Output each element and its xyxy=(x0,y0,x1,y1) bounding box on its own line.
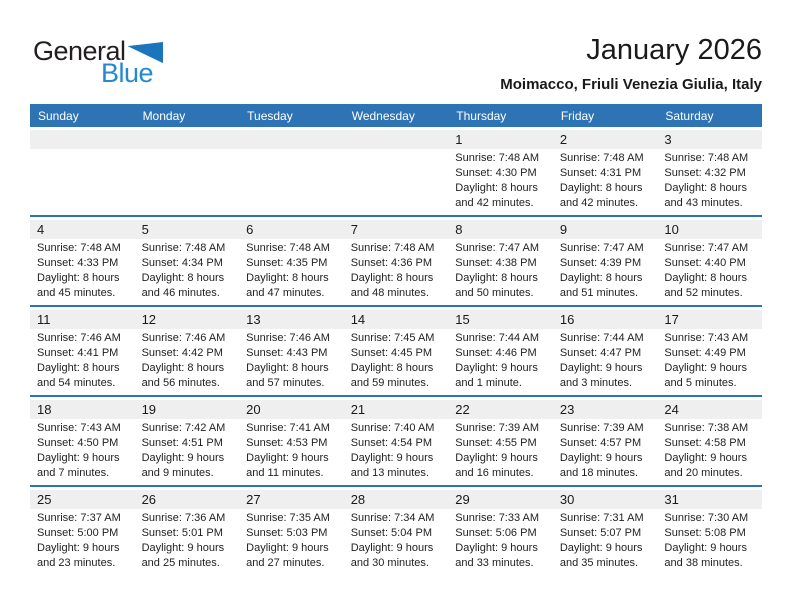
daylight-text: Daylight: 8 hours xyxy=(246,272,329,284)
sunset-text: Sunset: 5:04 PM xyxy=(350,527,433,539)
daylight-text: Daylight: 8 hours xyxy=(350,362,434,374)
daylight-text-cont: and 50 minutes. xyxy=(455,287,534,299)
day-cell-empty xyxy=(344,151,449,215)
sunrise-text: Sunrise: 7:36 AM xyxy=(141,512,226,524)
day-cell-25 xyxy=(30,511,135,575)
sunrise-text: Sunrise: 7:48 AM xyxy=(350,242,435,254)
daylight-text: Daylight: 9 hours xyxy=(350,542,434,554)
day-number-band xyxy=(30,310,762,329)
day-number-19: 19 xyxy=(141,402,157,417)
weekday-header-friday: Friday xyxy=(560,108,595,123)
sunset-text: Sunset: 4:42 PM xyxy=(141,347,223,359)
daylight-text-cont: and 54 minutes. xyxy=(37,377,116,389)
daylight-text-cont: and 18 minutes. xyxy=(559,467,639,479)
daylight-text: Daylight: 9 hours xyxy=(559,362,643,374)
sunset-text: Sunset: 4:33 PM xyxy=(37,257,119,269)
sunset-text: Sunset: 4:30 PM xyxy=(455,167,537,179)
daylight-text: Daylight: 9 hours xyxy=(455,452,538,464)
sunrise-text: Sunrise: 7:46 AM xyxy=(37,332,121,344)
daylight-text-cont: and 20 minutes. xyxy=(664,467,743,479)
day-number-3: 3 xyxy=(664,132,672,147)
day-number-8: 8 xyxy=(455,222,463,237)
daylight-text: Daylight: 8 hours xyxy=(37,362,120,374)
daylight-text: Daylight: 9 hours xyxy=(37,452,120,464)
day-number-31: 31 xyxy=(664,492,679,507)
day-info-row xyxy=(30,239,762,305)
daylight-text: Daylight: 9 hours xyxy=(455,542,538,554)
day-number-18: 18 xyxy=(37,402,52,417)
day-cell-14 xyxy=(344,331,449,395)
day-cell-28 xyxy=(344,511,449,575)
day-cell-24 xyxy=(657,421,762,485)
sunset-text: Sunset: 4:38 PM xyxy=(455,257,537,269)
sunset-text: Sunset: 4:39 PM xyxy=(559,257,642,269)
sunrise-text: Sunrise: 7:38 AM xyxy=(664,422,749,434)
sunset-text: Sunset: 5:06 PM xyxy=(455,527,537,539)
day-cell-6 xyxy=(239,241,344,305)
day-cell-18 xyxy=(30,421,135,485)
daylight-text: Daylight: 9 hours xyxy=(141,542,225,554)
day-cell-3 xyxy=(657,151,762,215)
daylight-text: Daylight: 9 hours xyxy=(559,542,643,554)
day-number-12: 12 xyxy=(141,312,157,327)
sunrise-text: Sunrise: 7:34 AM xyxy=(350,512,435,524)
sunset-text: Sunset: 5:03 PM xyxy=(246,527,328,539)
sunset-text: Sunset: 4:55 PM xyxy=(455,437,537,449)
day-cell-19 xyxy=(135,421,240,485)
day-number-11: 11 xyxy=(37,312,51,327)
sunset-text: Sunset: 5:01 PM xyxy=(141,527,223,539)
sunset-text: Sunset: 4:40 PM xyxy=(664,257,746,269)
daylight-text-cont: and 35 minutes. xyxy=(559,557,639,569)
day-number-21: 21 xyxy=(350,402,366,417)
daylight-text-cont: and 42 minutes. xyxy=(559,197,639,209)
daylight-text-cont: and 42 minutes. xyxy=(455,197,534,209)
day-cell-16 xyxy=(553,331,658,395)
day-cell-12 xyxy=(135,331,240,395)
sunset-text: Sunset: 4:35 PM xyxy=(246,257,328,269)
daylight-text-cont: and 48 minutes. xyxy=(350,287,429,299)
day-cell-15 xyxy=(448,331,553,395)
sunrise-text: Sunrise: 7:31 AM xyxy=(559,512,644,524)
sunrise-text: Sunrise: 7:48 AM xyxy=(559,152,644,164)
sunrise-text: Sunrise: 7:45 AM xyxy=(350,332,435,344)
day-info-row xyxy=(30,329,762,395)
daylight-text-cont: and 57 minutes. xyxy=(246,377,325,389)
daylight-text: Daylight: 9 hours xyxy=(37,542,120,554)
day-number-7: 7 xyxy=(350,222,358,237)
day-cell-5 xyxy=(135,241,240,305)
daylight-text-cont: and 25 minutes. xyxy=(141,557,220,569)
sunrise-text: Sunrise: 7:47 AM xyxy=(559,242,644,254)
sunrise-text: Sunrise: 7:48 AM xyxy=(246,242,330,254)
week-row xyxy=(30,127,762,215)
daylight-text-cont: and 52 minutes. xyxy=(664,287,743,299)
day-info-row xyxy=(30,149,762,215)
daylight-text: Daylight: 9 hours xyxy=(246,542,329,554)
daylight-text: Daylight: 9 hours xyxy=(664,452,747,464)
weekday-header-row xyxy=(30,104,762,127)
day-cell-8 xyxy=(448,241,553,305)
day-cell-17 xyxy=(657,331,762,395)
daylight-text: Daylight: 8 hours xyxy=(559,272,643,284)
daylight-text-cont: and 47 minutes. xyxy=(246,287,325,299)
location-subtitle: Moimacco, Friuli Venezia Giulia, Italy xyxy=(500,76,762,93)
sunset-text: Sunset: 5:00 PM xyxy=(37,527,119,539)
sunrise-text: Sunrise: 7:46 AM xyxy=(141,332,226,344)
sunset-text: Sunset: 4:53 PM xyxy=(246,437,328,449)
daylight-text-cont: and 56 minutes. xyxy=(141,377,220,389)
day-number-4: 4 xyxy=(37,222,45,237)
sunrise-text: Sunrise: 7:40 AM xyxy=(350,422,435,434)
day-number-14: 14 xyxy=(350,312,366,327)
weeks-container xyxy=(30,127,762,575)
weekday-header-sunday: Sunday xyxy=(38,108,79,123)
sunset-text: Sunset: 4:51 PM xyxy=(141,437,223,449)
sunset-text: Sunset: 4:57 PM xyxy=(559,437,642,449)
weekday-header-thursday: Thursday xyxy=(456,108,507,123)
sunset-text: Sunset: 5:08 PM xyxy=(664,527,746,539)
sunrise-text: Sunrise: 7:39 AM xyxy=(455,422,540,434)
sunrise-text: Sunrise: 7:48 AM xyxy=(141,242,226,254)
day-number-10: 10 xyxy=(664,222,679,237)
sunset-text: Sunset: 4:34 PM xyxy=(141,257,223,269)
daylight-text-cont: and 38 minutes. xyxy=(664,557,743,569)
day-info-row xyxy=(30,419,762,485)
sunrise-text: Sunrise: 7:44 AM xyxy=(455,332,540,344)
day-number-2: 2 xyxy=(559,132,568,147)
day-number-27: 27 xyxy=(246,492,261,507)
daylight-text: Daylight: 9 hours xyxy=(664,542,747,554)
sunset-text: Sunset: 4:50 PM xyxy=(37,437,119,449)
daylight-text-cont: and 7 minutes. xyxy=(37,467,110,479)
day-number-28: 28 xyxy=(350,492,366,507)
day-cell-30 xyxy=(553,511,658,575)
sunrise-text: Sunrise: 7:43 AM xyxy=(664,332,749,344)
day-number-6: 6 xyxy=(246,222,254,237)
day-cell-22 xyxy=(448,421,553,485)
day-number-29: 29 xyxy=(455,492,470,507)
day-cell-empty xyxy=(239,151,344,215)
sunrise-text: Sunrise: 7:48 AM xyxy=(37,242,121,254)
weekday-header-saturday: Saturday xyxy=(665,108,714,123)
day-cell-2 xyxy=(553,151,658,215)
day-cell-11 xyxy=(30,331,135,395)
day-cell-27 xyxy=(239,511,344,575)
sunrise-text: Sunrise: 7:43 AM xyxy=(37,422,121,434)
daylight-text-cont: and 5 minutes. xyxy=(664,377,737,389)
sunrise-text: Sunrise: 7:47 AM xyxy=(455,242,540,254)
day-cell-26 xyxy=(135,511,240,575)
week-row xyxy=(30,395,762,485)
day-cell-13 xyxy=(239,331,344,395)
day-number-22: 22 xyxy=(455,402,470,417)
daylight-text: Daylight: 8 hours xyxy=(37,272,120,284)
day-number-30: 30 xyxy=(559,492,575,507)
day-number-1: 1 xyxy=(455,132,463,147)
daylight-text-cont: and 46 minutes. xyxy=(141,287,220,299)
sunrise-text: Sunrise: 7:33 AM xyxy=(455,512,540,524)
sunset-text: Sunset: 4:45 PM xyxy=(350,347,433,359)
day-number-9: 9 xyxy=(559,222,568,237)
weekday-header-wednesday: Wednesday xyxy=(351,108,415,123)
daylight-text: Daylight: 8 hours xyxy=(559,182,643,194)
sunset-text: Sunset: 4:31 PM xyxy=(559,167,642,179)
week-row xyxy=(30,215,762,305)
daylight-text-cont: and 3 minutes. xyxy=(559,377,632,389)
sunrise-text: Sunrise: 7:48 AM xyxy=(664,152,749,164)
general-blue-logo xyxy=(33,36,163,89)
day-cell-9 xyxy=(553,241,658,305)
daylight-text-cont: and 51 minutes. xyxy=(559,287,639,299)
day-number-13: 13 xyxy=(246,312,261,327)
daylight-text: Daylight: 8 hours xyxy=(455,182,538,194)
daylight-text: Daylight: 8 hours xyxy=(350,272,434,284)
sunset-text: Sunset: 4:54 PM xyxy=(350,437,433,449)
daylight-text-cont: and 33 minutes. xyxy=(455,557,534,569)
daylight-text: Daylight: 8 hours xyxy=(455,272,538,284)
day-number-25: 25 xyxy=(37,492,52,507)
sunrise-text: Sunrise: 7:41 AM xyxy=(246,422,330,434)
sunrise-text: Sunrise: 7:48 AM xyxy=(455,152,540,164)
daylight-text-cont: and 16 minutes. xyxy=(455,467,534,479)
logo-word-blue: Blue xyxy=(101,58,154,88)
day-cell-empty xyxy=(135,151,240,215)
day-number-band xyxy=(30,490,762,509)
daylight-text-cont: and 27 minutes. xyxy=(246,557,325,569)
sunrise-text: Sunrise: 7:37 AM xyxy=(37,512,121,524)
sunrise-text: Sunrise: 7:42 AM xyxy=(141,422,226,434)
sunset-text: Sunset: 4:43 PM xyxy=(246,347,328,359)
daylight-text: Daylight: 9 hours xyxy=(141,452,225,464)
day-info-row xyxy=(30,509,762,575)
sunset-text: Sunset: 4:36 PM xyxy=(350,257,433,269)
daylight-text-cont: and 9 minutes. xyxy=(141,467,214,479)
daylight-text: Daylight: 9 hours xyxy=(455,362,538,374)
day-cell-31 xyxy=(657,511,762,575)
day-cell-4 xyxy=(30,241,135,305)
day-number-24: 24 xyxy=(664,402,679,417)
sunset-text: Sunset: 5:07 PM xyxy=(559,527,642,539)
sunrise-text: Sunrise: 7:39 AM xyxy=(559,422,644,434)
day-cell-29 xyxy=(448,511,553,575)
day-number-15: 15 xyxy=(455,312,470,327)
daylight-text: Daylight: 8 hours xyxy=(246,362,329,374)
sunset-text: Sunset: 4:49 PM xyxy=(664,347,746,359)
page-title: January 2026 xyxy=(586,34,762,66)
week-row xyxy=(30,485,762,575)
sunset-text: Sunset: 4:32 PM xyxy=(664,167,746,179)
daylight-text: Daylight: 8 hours xyxy=(141,272,225,284)
day-number-16: 16 xyxy=(559,312,575,327)
week-row xyxy=(30,305,762,395)
day-cell-empty xyxy=(30,151,135,215)
sunset-text: Sunset: 4:58 PM xyxy=(664,437,746,449)
day-number-20: 20 xyxy=(246,402,261,417)
daylight-text-cont: and 23 minutes. xyxy=(37,557,116,569)
sunset-text: Sunset: 4:46 PM xyxy=(455,347,537,359)
daylight-text-cont: and 13 minutes. xyxy=(350,467,429,479)
daylight-text: Daylight: 9 hours xyxy=(664,362,747,374)
day-number-17: 17 xyxy=(664,312,679,327)
weekday-header-monday: Monday xyxy=(142,108,186,123)
day-number-5: 5 xyxy=(141,222,149,237)
sunrise-text: Sunrise: 7:35 AM xyxy=(246,512,330,524)
daylight-text: Daylight: 9 hours xyxy=(246,452,329,464)
sunrise-text: Sunrise: 7:30 AM xyxy=(664,512,749,524)
day-cell-1 xyxy=(448,151,553,215)
weekday-header-tuesday: Tuesday xyxy=(247,108,293,123)
day-number-26: 26 xyxy=(141,492,157,507)
sunset-text: Sunset: 4:47 PM xyxy=(559,347,642,359)
daylight-text-cont: and 11 minutes. xyxy=(246,467,324,479)
day-number-band xyxy=(30,400,762,419)
daylight-text: Daylight: 9 hours xyxy=(559,452,643,464)
day-number-band xyxy=(30,130,762,149)
day-cell-21 xyxy=(344,421,449,485)
daylight-text-cont: and 30 minutes. xyxy=(350,557,429,569)
daylight-text: Daylight: 9 hours xyxy=(350,452,434,464)
sunrise-text: Sunrise: 7:44 AM xyxy=(559,332,644,344)
logo-word-general: General xyxy=(33,36,126,66)
daylight-text-cont: and 43 minutes. xyxy=(664,197,743,209)
day-number-23: 23 xyxy=(559,402,575,417)
sunset-text: Sunset: 4:41 PM xyxy=(37,347,119,359)
day-cell-10 xyxy=(657,241,762,305)
day-cell-23 xyxy=(553,421,658,485)
sunrise-text: Sunrise: 7:47 AM xyxy=(664,242,749,254)
daylight-text-cont: and 45 minutes. xyxy=(37,287,116,299)
sunrise-text: Sunrise: 7:46 AM xyxy=(246,332,330,344)
daylight-text: Daylight: 8 hours xyxy=(664,182,747,194)
month-calendar xyxy=(30,104,762,575)
daylight-text: Daylight: 8 hours xyxy=(664,272,747,284)
daylight-text-cont: and 59 minutes. xyxy=(350,377,429,389)
daylight-text-cont: and 1 minute. xyxy=(455,377,522,389)
daylight-text: Daylight: 8 hours xyxy=(141,362,225,374)
day-cell-7 xyxy=(344,241,449,305)
day-cell-20 xyxy=(239,421,344,485)
day-number-band xyxy=(30,220,762,239)
